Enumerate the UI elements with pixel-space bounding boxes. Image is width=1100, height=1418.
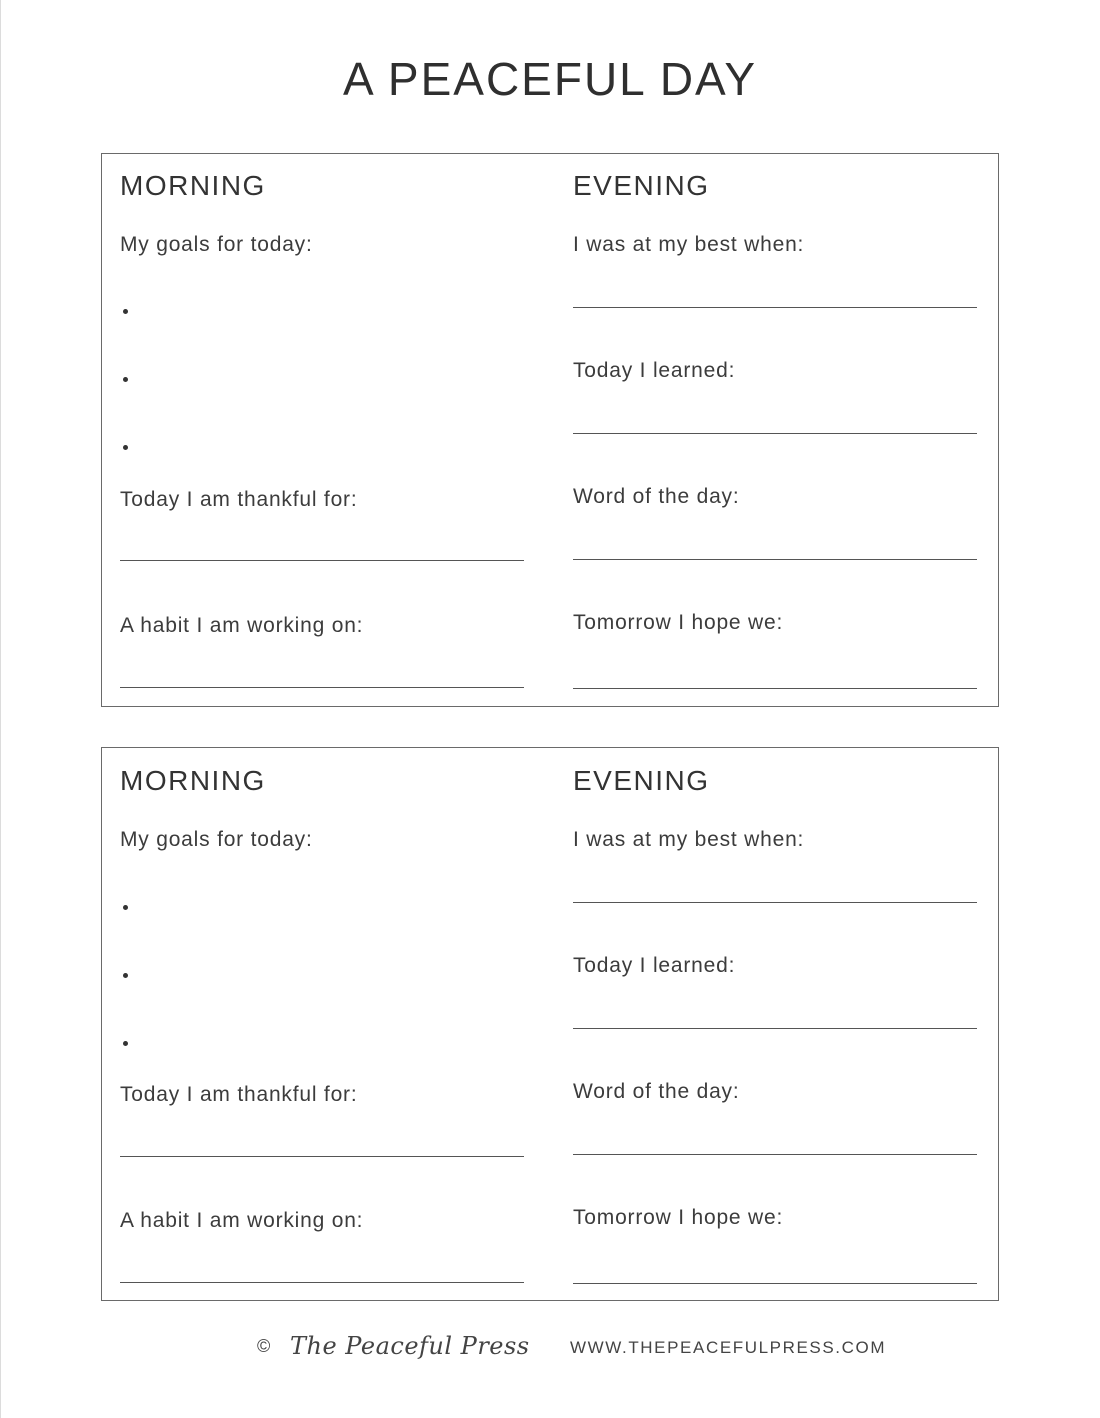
day-card-2	[101, 747, 999, 1301]
morning-heading: MORNING	[120, 170, 266, 201]
goals-label: My goals for today:	[120, 233, 313, 256]
habit-answer-line[interactable]	[120, 1282, 524, 1283]
page-edge	[0, 0, 1, 1418]
evening-column	[573, 154, 977, 706]
copyright-icon: ©	[257, 1336, 271, 1356]
evening-heading: EVENING	[573, 170, 710, 201]
best-answer-line[interactable]	[573, 902, 977, 903]
thankful-answer-line[interactable]	[120, 560, 524, 561]
thankful-answer-line[interactable]	[120, 1156, 524, 1157]
goal-bullet-3	[123, 1041, 128, 1046]
goal-bullet-2	[123, 377, 128, 382]
learned-answer-line[interactable]	[573, 433, 977, 434]
morning-column	[120, 154, 524, 706]
best-answer-line[interactable]	[573, 307, 977, 308]
footer	[0, 1332, 1100, 1372]
morning-column	[120, 748, 524, 1300]
brand-logo: The Peaceful Press	[290, 1332, 530, 1360]
word-answer-line[interactable]	[573, 559, 977, 560]
tomorrow-label: Tomorrow I hope we:	[573, 1206, 784, 1229]
page-title: A PEACEFUL DAY	[342, 53, 757, 105]
tomorrow-answer-line[interactable]	[573, 1283, 977, 1284]
habit-label: A habit I am working on:	[120, 614, 364, 637]
goal-bullet-1	[123, 309, 128, 314]
learned-label: Today I learned:	[573, 359, 736, 382]
learned-answer-line[interactable]	[573, 1028, 977, 1029]
morning-heading: MORNING	[120, 765, 266, 796]
goal-bullet-1	[123, 905, 128, 910]
tomorrow-label: Tomorrow I hope we:	[573, 611, 784, 634]
best-label: I was at my best when:	[573, 233, 805, 256]
evening-heading: EVENING	[573, 765, 710, 796]
tomorrow-answer-line[interactable]	[573, 688, 977, 689]
goals-label: My goals for today:	[120, 828, 313, 851]
evening-column	[573, 748, 977, 1300]
word-label: Word of the day:	[573, 1080, 740, 1103]
website-url[interactable]: WWW.THEPEACEFULPRESS.COM	[570, 1338, 887, 1357]
day-card-1	[101, 153, 999, 707]
thankful-label: Today I am thankful for:	[120, 1083, 358, 1106]
habit-answer-line[interactable]	[120, 687, 524, 688]
goal-bullet-2	[123, 973, 128, 978]
learned-label: Today I learned:	[573, 954, 736, 977]
thankful-label: Today I am thankful for:	[120, 488, 358, 511]
word-label: Word of the day:	[573, 485, 740, 508]
best-label: I was at my best when:	[573, 828, 805, 851]
habit-label: A habit I am working on:	[120, 1209, 364, 1232]
goal-bullet-3	[123, 445, 128, 450]
word-answer-line[interactable]	[573, 1154, 977, 1155]
